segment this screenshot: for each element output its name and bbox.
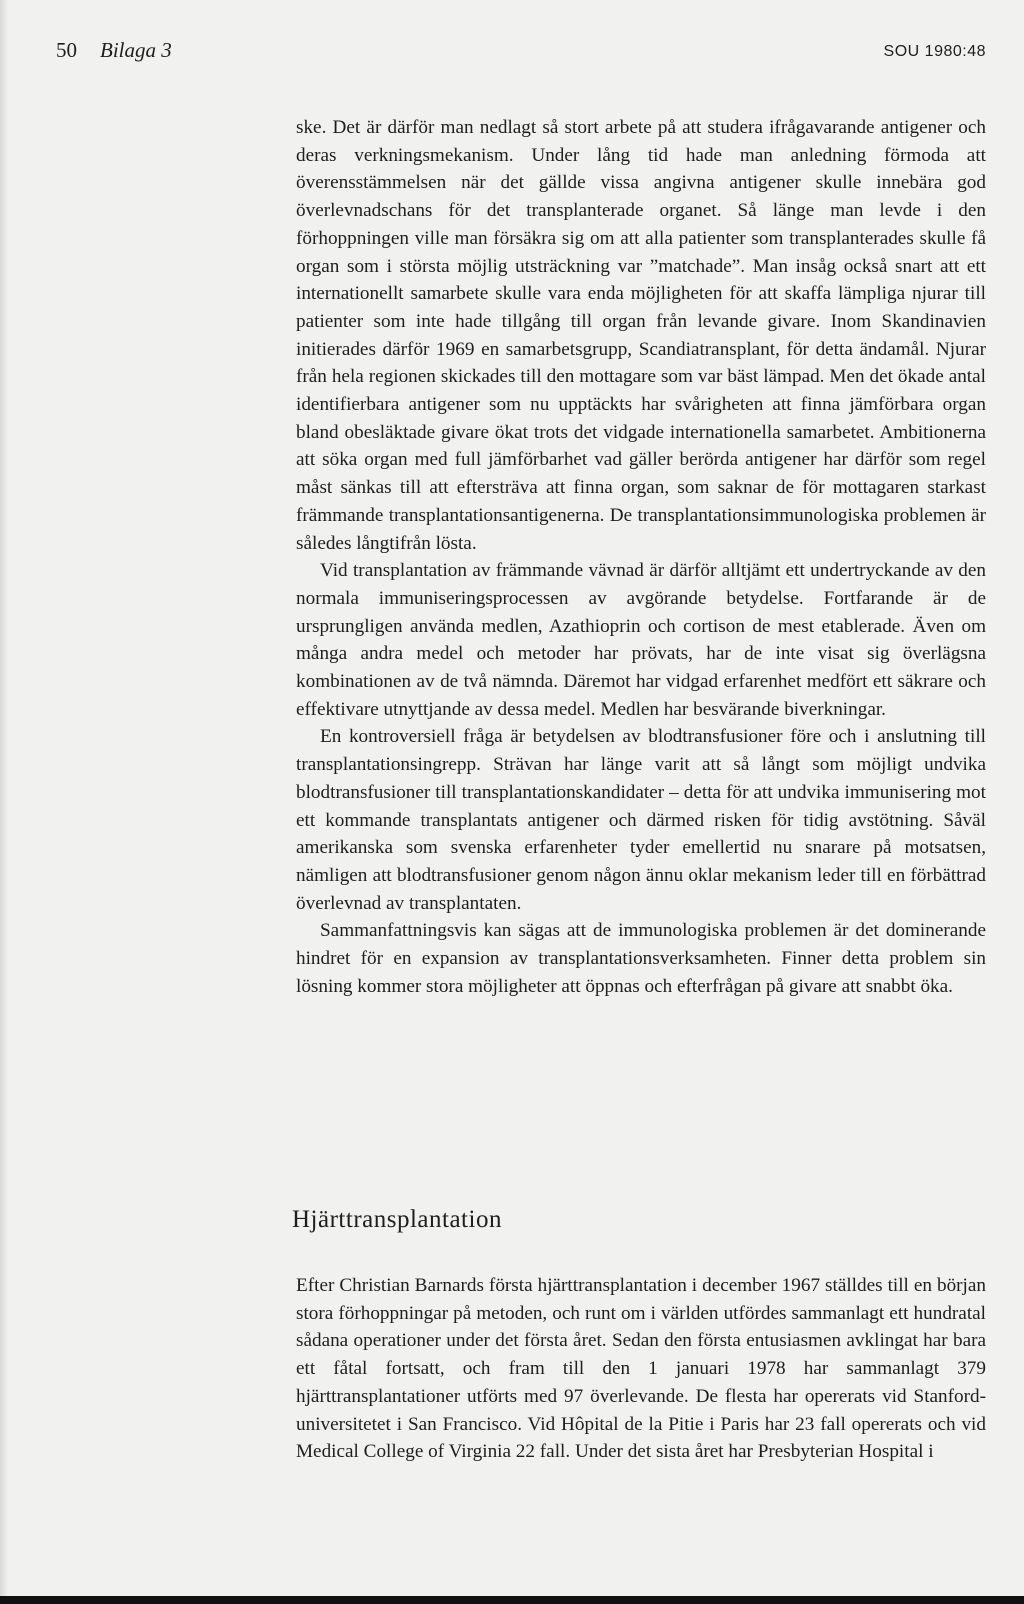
body-text	[296, 114, 986, 1001]
section-heart-transplantation	[292, 1206, 986, 1463]
running-header	[56, 38, 986, 68]
paragraph: Vid transplantation av främmande vävnad är därför alltjämt ett undertryckande av den normala immuniseringsprocessen av avgörande betydelse. Fortfarande är de ursprungligen använda medlen, Azathioprin och cortison de mest etablerade. Även om många andra medel och metoder har prövats, har de inte visat sig överlägsna kombinationen av de två nämnda. Däremot har vidgad erfarenhet medfört ett säkrare och effektivare utnyttjande av dessa medel. Medlen har besvärande biverkningar.	[296, 560, 986, 720]
page-number: 50	[56, 38, 77, 62]
scan-bottom-edge	[0, 1596, 1024, 1604]
paragraph: Sammanfattningsvis kan sägas att de immunologiska problemen är det dominerande hindret för en expansion av transplantationsverksamheten. Finner detta problem sin lösning kommer stora möjligheter att öppnas och efterfrågan på givare att snabbt öka.	[296, 920, 986, 997]
section-paragraph: Efter Christian Barnards första hjärttransplantation i december 1967 ställdes till en början stora förhoppningar på metoden, och runt om i världen utfördes sammanlagt ett hundratal sådana operationer under det första året. Sedan den första entusiasmen avklingat har bara ett fåtal fortsatt, och fram till den 1 januari 1978 har sammanlagt 379 hjärttransplantationer utförts med 97 överlevande. De flesta har opererats vid Stanford-universitetet i San Francisco. Vid Hôpital de la Pitie i Paris har 23 fall opererats och vid Medical College of Virginia 22 fall. Under det sista året har Presbyterian Hospital i	[296, 1275, 986, 1463]
report-reference: SOU 1980:48	[883, 43, 986, 60]
page-edge-shadow	[0, 0, 8, 1604]
paragraph-continued: ske. Det är därför man nedlagt så stort arbete på att studera ifrågavarande antigener och deras verkningsmekanism. Under lång tid hade man anledning förmoda att överensstämmelsen när det gällde vissa angivna antigener skulle innebära god överlevnadschans för det transplanterade organet. Så länge man levde i den förhoppningen ville man försäkra sig om att alla patienter som transplanterades skulle få organ som i största möjlig utsträckning var ”matchade”. Man insåg också snart att ett internationellt samarbete skulle vara enda möjligheten för att skaffa lämpliga njurar till patienter som inte hade tillgång till organ från levande givare. Inom Skandinavien initierades därför 1969 en samarbetsgrupp, Scandiatransplant, för detta ändamål. Njurar från hela regionen skickades till den mottagare som var bäst lämpad. Men det ökade antal identifierbara antigener som nu upptäckts har svårigheten att finna jämförbara organ bland obesläktade givare ökat trots det vidgade internationella samarbetet. Ambitionerna att söka organ med full jämförbarhet vad gäller berörda antigener har därför som regel måst sänkas till att eftersträva att finna organ, som saknar de för mottagaren starkast främmande transplantationsantigenerna. De transplantationsimmunologiska problemen är således långtifrån lösta.	[296, 117, 986, 554]
section-heading: Hjärttransplantation	[292, 1206, 502, 1233]
paragraph: En kontroversiell fråga är betydelsen av blodtransfusioner före och i anslutning till transplantationsingrepp. Strävan har länge varit att så långt som möjligt undvika blodtransfusioner till transplantationskandidater – detta för att undvika immunisering mot ett kommande transplantats antigener och därmed risken för tidig avstötning. Såväl amerikanska som svenska erfarenheter tyder emellertid nu snarare på motsatsen, nämligen att blodtransfusioner genom någon ännu oklar mekanism leder till en förbättrad överlevnad av transplantaten.	[296, 726, 986, 914]
appendix-label: Bilaga 3	[100, 38, 172, 62]
